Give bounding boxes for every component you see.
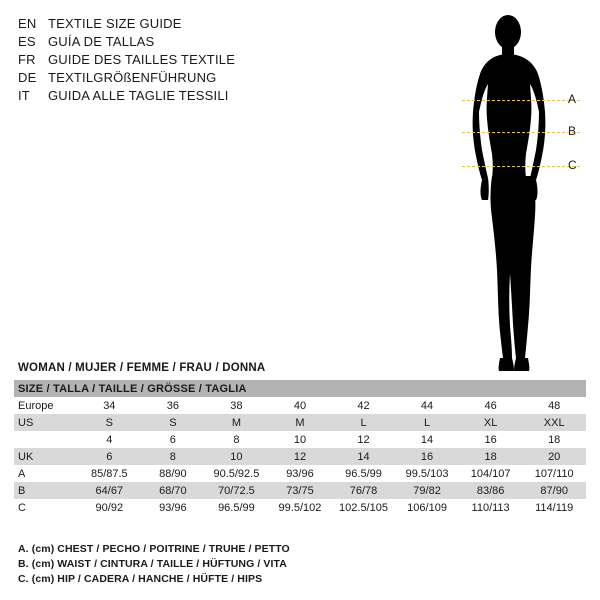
cell: 90/92 [78, 499, 142, 516]
cell: 88/90 [141, 465, 205, 482]
cell: 106/109 [395, 499, 459, 516]
row-label: UK [14, 448, 78, 465]
cell: XXL [522, 414, 586, 431]
cell: 87/90 [522, 482, 586, 499]
cell: 44 [395, 397, 459, 414]
cell: 36 [141, 397, 205, 414]
cell: 73/75 [268, 482, 332, 499]
language-row [18, 88, 318, 106]
language-code: ES [18, 34, 36, 49]
cell: 96.5/99 [205, 499, 269, 516]
cell: M [205, 414, 269, 431]
note-line-b: B. (cm) WAIST / CINTURA / TAILLE / HÜFTUNG / VITA [18, 558, 287, 570]
measure-label-b: B [568, 124, 577, 138]
language-title: GUIDA ALLE TAGLIE TESSILI [48, 88, 229, 103]
measure-guide-c [462, 166, 580, 167]
cell: 12 [332, 431, 396, 448]
language-code: FR [18, 52, 36, 67]
table-row [14, 431, 586, 448]
cell: 79/82 [395, 482, 459, 499]
cell: 8 [141, 448, 205, 465]
table-header-row [14, 380, 586, 397]
cell: 10 [268, 431, 332, 448]
cell: 70/72.5 [205, 482, 269, 499]
cell: 93/96 [141, 499, 205, 516]
table-row [14, 448, 586, 465]
row-label: Europe [14, 397, 78, 414]
cell: 16 [459, 431, 523, 448]
language-code: IT [18, 88, 30, 103]
cell: 107/110 [522, 465, 586, 482]
cell: 10 [205, 448, 269, 465]
row-label: B [14, 482, 78, 499]
language-code: EN [18, 16, 37, 31]
cell: 20 [522, 448, 586, 465]
language-title: TEXTILE SIZE GUIDE [48, 16, 182, 31]
cell: XL [459, 414, 523, 431]
language-list [18, 16, 318, 106]
cell: 18 [522, 431, 586, 448]
cell: 90.5/92.5 [205, 465, 269, 482]
row-label: US [14, 414, 78, 431]
row-label: C [14, 499, 78, 516]
cell: 14 [332, 448, 396, 465]
cell: L [395, 414, 459, 431]
measure-label-a: A [568, 92, 577, 106]
table-row [14, 499, 586, 516]
cell: 6 [141, 431, 205, 448]
cell: 34 [78, 397, 142, 414]
size-table-wrapper [14, 380, 586, 516]
cell: 64/67 [78, 482, 142, 499]
cell: 14 [395, 431, 459, 448]
language-row [18, 16, 318, 34]
measurement-notes [18, 542, 290, 587]
cell: 114/119 [522, 499, 586, 516]
row-label: A [14, 465, 78, 482]
cell: 99.5/103 [395, 465, 459, 482]
cell: 110/113 [459, 499, 523, 516]
table-row [14, 397, 586, 414]
language-title: GUÍA DE TALLAS [48, 34, 155, 49]
size-table [14, 380, 586, 516]
cell: 68/70 [141, 482, 205, 499]
table-row [14, 414, 586, 431]
cell: 46 [459, 397, 523, 414]
cell: M [268, 414, 332, 431]
cell: 12 [268, 448, 332, 465]
cell: 83/86 [459, 482, 523, 499]
cell: S [78, 414, 142, 431]
language-title: GUIDE DES TAILLES TEXTILE [48, 52, 236, 67]
female-silhouette-figure [430, 8, 590, 378]
cell: 99.5/102 [268, 499, 332, 516]
section-caption: WOMAN / MUJER / FEMME / FRAU / DONNA [18, 362, 266, 374]
cell: 8 [205, 431, 269, 448]
cell: 18 [459, 448, 523, 465]
measure-label-c: C [568, 158, 577, 172]
note-line-c: C. (cm) HIP / CADERA / HANCHE / HÜFTE / HIPS [18, 573, 263, 585]
cell: 6 [78, 448, 142, 465]
language-title: TEXTILGRÖßENFÜHRUNG [48, 70, 217, 85]
cell: 4 [78, 431, 142, 448]
table-row [14, 465, 586, 482]
cell: 85/87.5 [78, 465, 142, 482]
cell: S [141, 414, 205, 431]
language-row [18, 70, 318, 88]
cell: 48 [522, 397, 586, 414]
measure-guide-a [462, 100, 580, 101]
cell: 76/78 [332, 482, 396, 499]
cell: 16 [395, 448, 459, 465]
language-code: DE [18, 70, 37, 85]
cell: 93/96 [268, 465, 332, 482]
cell: 40 [268, 397, 332, 414]
cell: 38 [205, 397, 269, 414]
cell: L [332, 414, 396, 431]
cell: 42 [332, 397, 396, 414]
cell: 104/107 [459, 465, 523, 482]
table-row [14, 482, 586, 499]
row-label [14, 431, 78, 448]
language-row [18, 52, 318, 70]
female-silhouette-icon [430, 8, 590, 378]
measure-guide-b [462, 132, 580, 133]
note-line-a: A. (cm) CHEST / PECHO / POITRINE / TRUHE / PETTO [18, 543, 290, 555]
cell: 102.5/105 [332, 499, 396, 516]
cell: 96.5/99 [332, 465, 396, 482]
table-header-label: SIZE / TALLA / TAILLE / GRÖSSE / TAGLIA [14, 380, 586, 397]
language-row [18, 34, 318, 52]
